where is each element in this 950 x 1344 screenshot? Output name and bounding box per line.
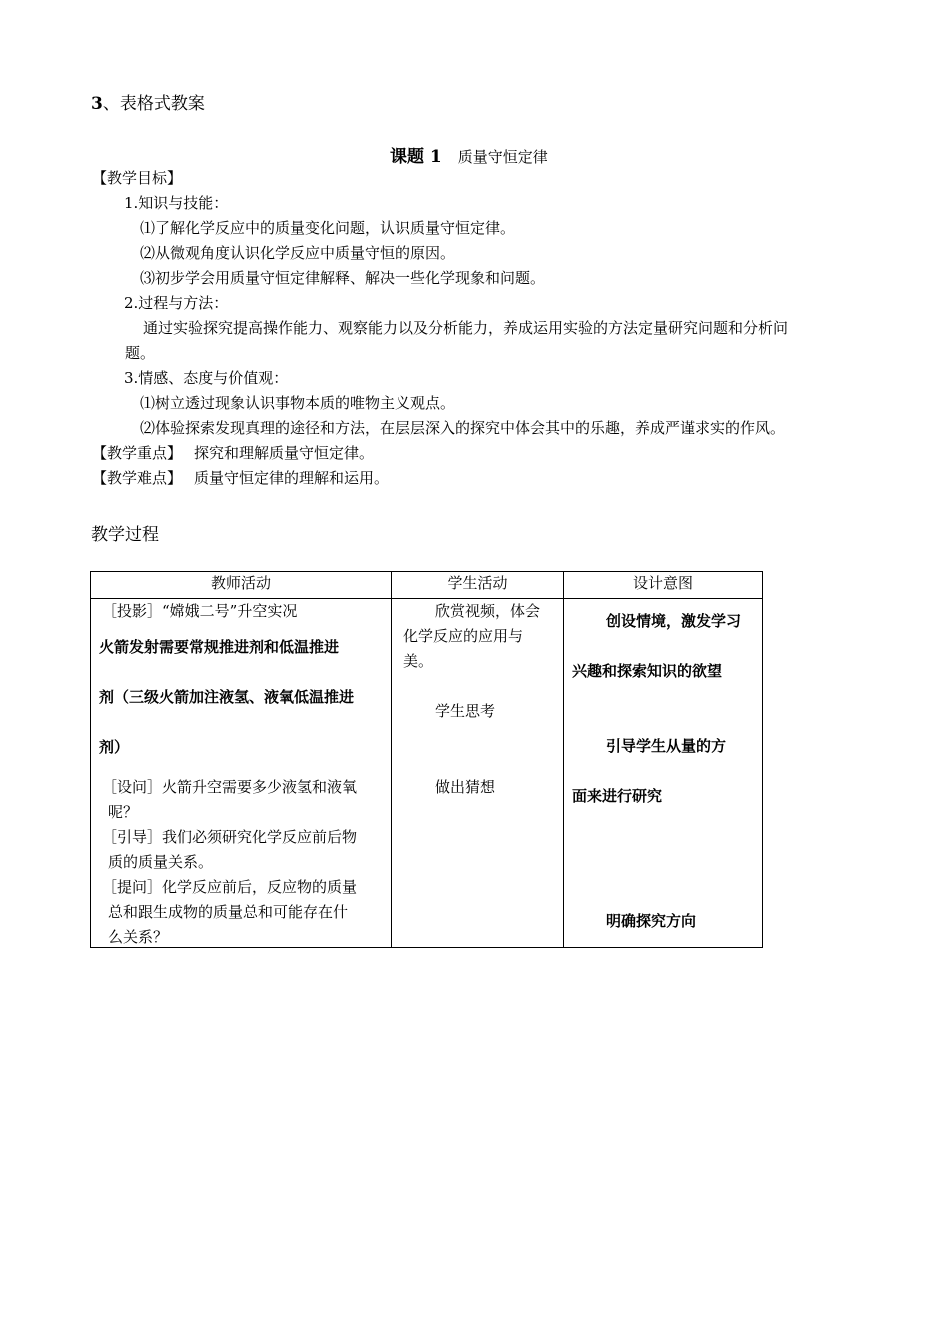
student-line: 学生思考 — [435, 702, 496, 720]
process-table — [90, 571, 763, 948]
intent-line: 明确探究方向 — [606, 912, 697, 930]
student-line: 欣赏视频，体会 — [435, 602, 541, 620]
intent-line: 面来进行研究 — [572, 787, 663, 805]
intent-line: 创设情境，激发学习 — [606, 612, 742, 630]
teacher-line: ［提问］化学反应前后，反应物的质量 — [102, 878, 358, 896]
teacher-line: 剂（三级火箭加注液氢、液氧低温推进 — [99, 688, 355, 706]
teacher-line: ［引导］我们必须研究化学反应前后物 — [102, 828, 358, 846]
section-number: 3 — [91, 94, 103, 114]
process-method-text-cont: 题。 — [125, 344, 156, 362]
teacher-line: 火箭发射需要常规推进剂和低温推进 — [99, 638, 340, 656]
teacher-line: 质的质量关系。 — [108, 853, 214, 871]
knowledge-item: ⑶初步学会用质量守恒定律解释、解决一些化学现象和问题。 — [140, 269, 546, 287]
knowledge-item: ⑴了解化学反应中的质量变化问题，认识质量守恒定律。 — [140, 219, 516, 237]
section-heading — [91, 89, 205, 114]
table-header-row — [91, 572, 763, 599]
section-heading-text: 、表格式教案 — [102, 94, 205, 114]
header-teacher: 教师活动 — [91, 572, 392, 599]
key-point-label: 【教学重点】 — [92, 444, 183, 462]
difficult-point — [92, 466, 389, 491]
table-row — [91, 599, 763, 948]
objectives-heading: 【教学目标】 — [92, 169, 183, 187]
teacher-line: ［投影］“嫦娥二号”升空实况 — [102, 602, 298, 620]
teacher-line: 呢？ — [108, 803, 139, 821]
intent-line: 引导学生从量的方 — [606, 737, 727, 755]
emotion-item: ⑵体验探索发现真理的途径和方法，在层层深入的探究中体会其中的乐趣，养成严谨求实的作风。 — [140, 419, 786, 437]
lesson-label: 课题 1 — [390, 147, 442, 167]
knowledge-item: ⑵从微观角度认识化学反应中质量守恒的原因。 — [140, 244, 456, 262]
intent-cell — [564, 599, 763, 948]
student-line: 美。 — [403, 652, 434, 670]
lesson-title — [390, 142, 548, 167]
teacher-line: 么关系？ — [108, 928, 169, 946]
key-point-text: 探究和理解质量守恒定律。 — [194, 444, 375, 462]
key-point — [92, 441, 374, 466]
emotion-item: ⑴树立透过现象认识事物本质的唯物主义观点。 — [140, 394, 456, 412]
header-intent: 设计意图 — [564, 572, 763, 599]
teacher-cell — [91, 599, 392, 948]
teacher-line: 总和跟生成物的质量总和可能存在什 — [108, 903, 349, 921]
teacher-line: ［设问］火箭升空需要多少液氢和液氧 — [102, 778, 358, 796]
emotion-title: 3.情感、态度与价值观： — [124, 369, 289, 387]
process-method-text: 通过实验探究提高操作能力、观察能力以及分析能力，养成运用实验的方法定量研究问题和分析问 — [143, 319, 789, 337]
student-line: 化学反应的应用与 — [403, 627, 524, 645]
process-method-title: 2.过程与方法： — [124, 294, 229, 312]
process-heading: 教学过程 — [91, 525, 159, 545]
difficult-point-label: 【教学难点】 — [92, 469, 183, 487]
lesson-topic: 质量守恒定律 — [457, 148, 548, 166]
knowledge-title: 1.知识与技能： — [124, 194, 229, 212]
student-cell — [392, 599, 564, 948]
header-student: 学生活动 — [392, 572, 564, 599]
teacher-line: 剂） — [99, 738, 130, 756]
intent-line: 兴趣和探索知识的欲望 — [572, 662, 723, 680]
difficult-point-text: 质量守恒定律的理解和运用。 — [194, 469, 390, 487]
student-line: 做出猜想 — [435, 778, 496, 796]
